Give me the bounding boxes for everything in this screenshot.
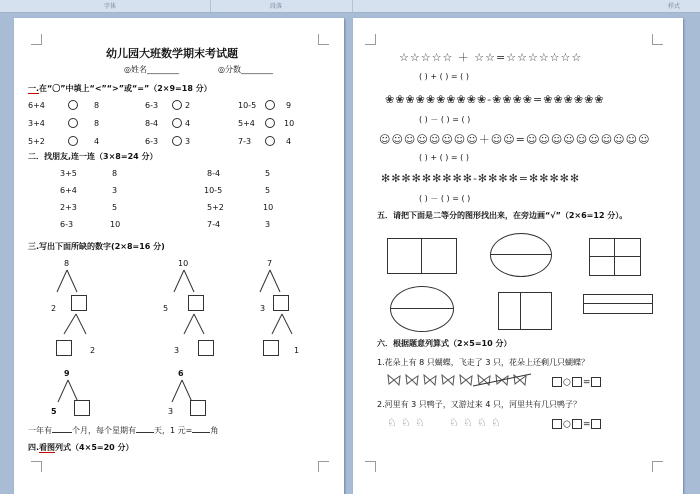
compare-right: 2 — [185, 101, 191, 110]
compare-left: 10-5 — [238, 101, 257, 110]
tree-answer-box[interactable] — [74, 400, 90, 416]
crop-mark — [365, 461, 376, 472]
rectangle-halved-vertical[interactable] — [498, 292, 552, 330]
match-expression[interactable]: 5+2 — [207, 203, 224, 212]
compare-right: 8 — [94, 101, 100, 110]
ribbon-paragraph-group: 段落 — [270, 3, 283, 10]
crop-mark — [31, 34, 42, 45]
time-text: 个月，每个星期有 — [72, 426, 136, 435]
compare-left: 6-3 — [145, 137, 159, 146]
equation-blanks[interactable]: ( ) + ( ) = ( ) — [419, 153, 469, 162]
tree-answer-box[interactable] — [198, 340, 214, 356]
match-answer[interactable]: 8 — [112, 169, 118, 178]
match-answer[interactable]: 10 — [110, 220, 121, 229]
answer-equation-boxes[interactable]: ○ = — [551, 377, 602, 388]
section-1-title — [28, 85, 212, 94]
match-answer[interactable]: 5 — [265, 169, 271, 178]
compare-circle[interactable] — [172, 100, 182, 110]
time-text: 天，1 元= — [154, 426, 193, 435]
compare-circle[interactable] — [68, 118, 78, 128]
tree-answer-box[interactable] — [188, 295, 204, 311]
section-1-text: 在“〇”中填上“<”“>”或“=”（2×9=18 分） — [39, 84, 212, 93]
tree-branches — [262, 314, 302, 340]
tree-left-number: 2 — [51, 304, 57, 313]
section-4-title — [28, 444, 134, 453]
tree-answer-box[interactable] — [273, 295, 289, 311]
tree-bottom-number: 1 — [294, 346, 300, 355]
time-question — [28, 427, 218, 435]
tree-left-number: 3 — [260, 304, 266, 313]
duck-icon: ♘ — [477, 416, 487, 429]
tree-top-number: 7 — [267, 259, 273, 268]
ribbon-style-group: 样式 — [668, 3, 681, 10]
blank-months[interactable] — [52, 432, 72, 433]
section-2-title: 二．找朋友,连一连（3×8=24 分） — [28, 152, 158, 161]
tree-branches — [54, 314, 94, 340]
duck-icon: ♘ — [449, 416, 459, 429]
match-expression[interactable]: 6+4 — [60, 186, 77, 195]
match-answer[interactable]: 10 — [263, 203, 274, 212]
tree-top-number: 8 — [64, 259, 70, 268]
tree-left-number: 5 — [51, 407, 57, 416]
compare-circle[interactable] — [68, 100, 78, 110]
section-3-title: 三.写出下面所缺的数字(2×8=16 分) — [28, 242, 165, 251]
crop-mark — [318, 461, 329, 472]
match-expression[interactable]: 6-3 — [60, 220, 74, 229]
tree-answer-box[interactable] — [56, 340, 72, 356]
crop-mark — [652, 461, 663, 472]
butterfly-icon — [441, 374, 455, 386]
match-expression[interactable]: 8-4 — [207, 169, 221, 178]
duck-icon: ♘ — [463, 416, 473, 429]
compare-right: 4 — [185, 119, 191, 128]
compare-circle[interactable] — [172, 118, 182, 128]
match-expression[interactable]: 2+3 — [60, 203, 77, 212]
section-4-underlined: 看图 — [39, 443, 56, 452]
ribbon-bar — [0, 0, 700, 13]
ellipse-halved-horizontal[interactable] — [490, 233, 552, 277]
snowflake-symbols-row: ✻✻✻✻✻✻✻✻✻-✻✻✻✻=✻✻✻✻✻ — [381, 172, 581, 185]
tree-top-number: 10 — [178, 259, 189, 268]
compare-left: 6+4 — [28, 101, 45, 110]
smiley-symbols-row: ☺☺☺☺☺☺☺☺＋☺☺=☺☺☺☺☺☺☺☺☺☺ — [379, 133, 651, 146]
match-answer[interactable]: 5 — [265, 186, 271, 195]
equation-blanks[interactable]: ( ) － ( ) = ( ) — [419, 115, 471, 124]
tree-top-number: 6 — [178, 369, 184, 378]
blank-jiao[interactable] — [192, 432, 210, 433]
tree-bottom-number: 3 — [174, 346, 180, 355]
time-text: 一年有 — [28, 426, 52, 435]
compare-circle[interactable] — [172, 136, 182, 146]
compare-circle[interactable] — [68, 136, 78, 146]
ribbon-separator — [352, 0, 353, 12]
blank-days[interactable] — [136, 432, 154, 433]
match-answer[interactable]: 3 — [112, 186, 118, 195]
exam-title: 幼儿园大班数学期末考试题 — [106, 47, 238, 60]
butterfly-icon — [387, 374, 401, 386]
tree-left-number: 5 — [163, 304, 169, 313]
tree-left-number: 3 — [168, 407, 174, 416]
crossed-out-butterflies — [471, 372, 533, 388]
score-field: ◎分数________ — [218, 65, 273, 74]
word-problem-2: 2.河里有 3 只鸭子，又游过来 4 只，河里共有几只鸭子？ — [377, 400, 581, 409]
section-6-title: 六．根据题意列算式（2×5=10 分） — [377, 339, 512, 348]
equation-blanks[interactable]: ( ) + ( ) = ( ) — [419, 72, 469, 81]
compare-left: 6-3 — [145, 101, 159, 110]
tree-answer-box[interactable] — [71, 295, 87, 311]
page-1 — [14, 18, 344, 494]
tree-bottom-number: 2 — [90, 346, 96, 355]
crop-mark — [318, 34, 329, 45]
compare-circle[interactable] — [265, 118, 275, 128]
section-4-text: 列式（4×5=20 分） — [55, 443, 134, 452]
match-answer[interactable]: 5 — [112, 203, 118, 212]
tree-answer-box[interactable] — [263, 340, 279, 356]
match-expression[interactable]: 10-5 — [204, 186, 223, 195]
section-1-number: 一. — [28, 84, 40, 93]
ribbon-font-group: 字体 — [104, 3, 117, 10]
compare-right: 4 — [94, 137, 100, 146]
flower-symbols-row: ❀❀❀❀❀❀❀❀❀❀-❀❀❀❀=❀❀❀❀❀❀ — [385, 93, 605, 106]
compare-left: 3+4 — [28, 119, 45, 128]
ellipse-halved-horizontal[interactable] — [390, 286, 454, 332]
rectangle-halved-horizontal[interactable] — [583, 294, 653, 314]
compare-right: 3 — [185, 137, 191, 146]
butterfly-icon — [405, 374, 419, 386]
square-quartered[interactable] — [589, 238, 641, 276]
crop-mark — [31, 461, 42, 472]
duck-icon: ♘ — [401, 416, 411, 429]
page-2 — [353, 18, 683, 494]
crop-mark — [365, 34, 376, 45]
match-expression[interactable]: 7-4 — [207, 220, 221, 229]
answer-equation-boxes[interactable]: ○ = — [551, 419, 602, 430]
duck-icon: ♘ — [387, 416, 397, 429]
tree-answer-box[interactable] — [190, 400, 206, 416]
compare-right: 9 — [286, 101, 292, 110]
match-expression[interactable]: 3+5 — [60, 169, 77, 178]
compare-right: 4 — [286, 137, 292, 146]
compare-left: 7-3 — [238, 137, 252, 146]
name-field: ◎姓名________ — [124, 65, 179, 74]
match-answer[interactable]: 3 — [265, 220, 271, 229]
compare-circle[interactable] — [265, 100, 275, 110]
time-text: 角 — [210, 426, 219, 435]
tree-branches — [174, 314, 214, 340]
compare-right: 8 — [94, 119, 100, 128]
star-symbols-row: ☆☆☆☆☆ ＋ ☆☆=☆☆☆☆☆☆☆ — [399, 51, 583, 64]
tree-top-number: 9 — [64, 369, 70, 378]
duck-icon: ♘ — [491, 416, 501, 429]
word-problem-1: 1.花朵上有 8 只蝴蝶，飞走了 3 只，花朵上还剩几只蝴蝶？ — [377, 358, 589, 367]
compare-circle[interactable] — [265, 136, 275, 146]
crop-mark — [652, 34, 663, 45]
compare-right: 10 — [284, 119, 295, 128]
compare-left: 5+2 — [28, 137, 45, 146]
section-4-number: 四. — [28, 443, 40, 452]
section-5-title: 五．请把下面是二等分的图形找出来，在旁边画“√”（2×6=12 分）。 — [377, 211, 628, 220]
ribbon-separator — [210, 0, 211, 12]
duck-icon: ♘ — [415, 416, 425, 429]
rectangle-halved-vertical[interactable] — [387, 238, 457, 274]
equation-blanks[interactable]: ( ) － ( ) = ( ) — [419, 194, 471, 203]
compare-left: 8-4 — [145, 119, 159, 128]
butterfly-icon — [423, 374, 437, 386]
compare-left: 5+4 — [238, 119, 255, 128]
